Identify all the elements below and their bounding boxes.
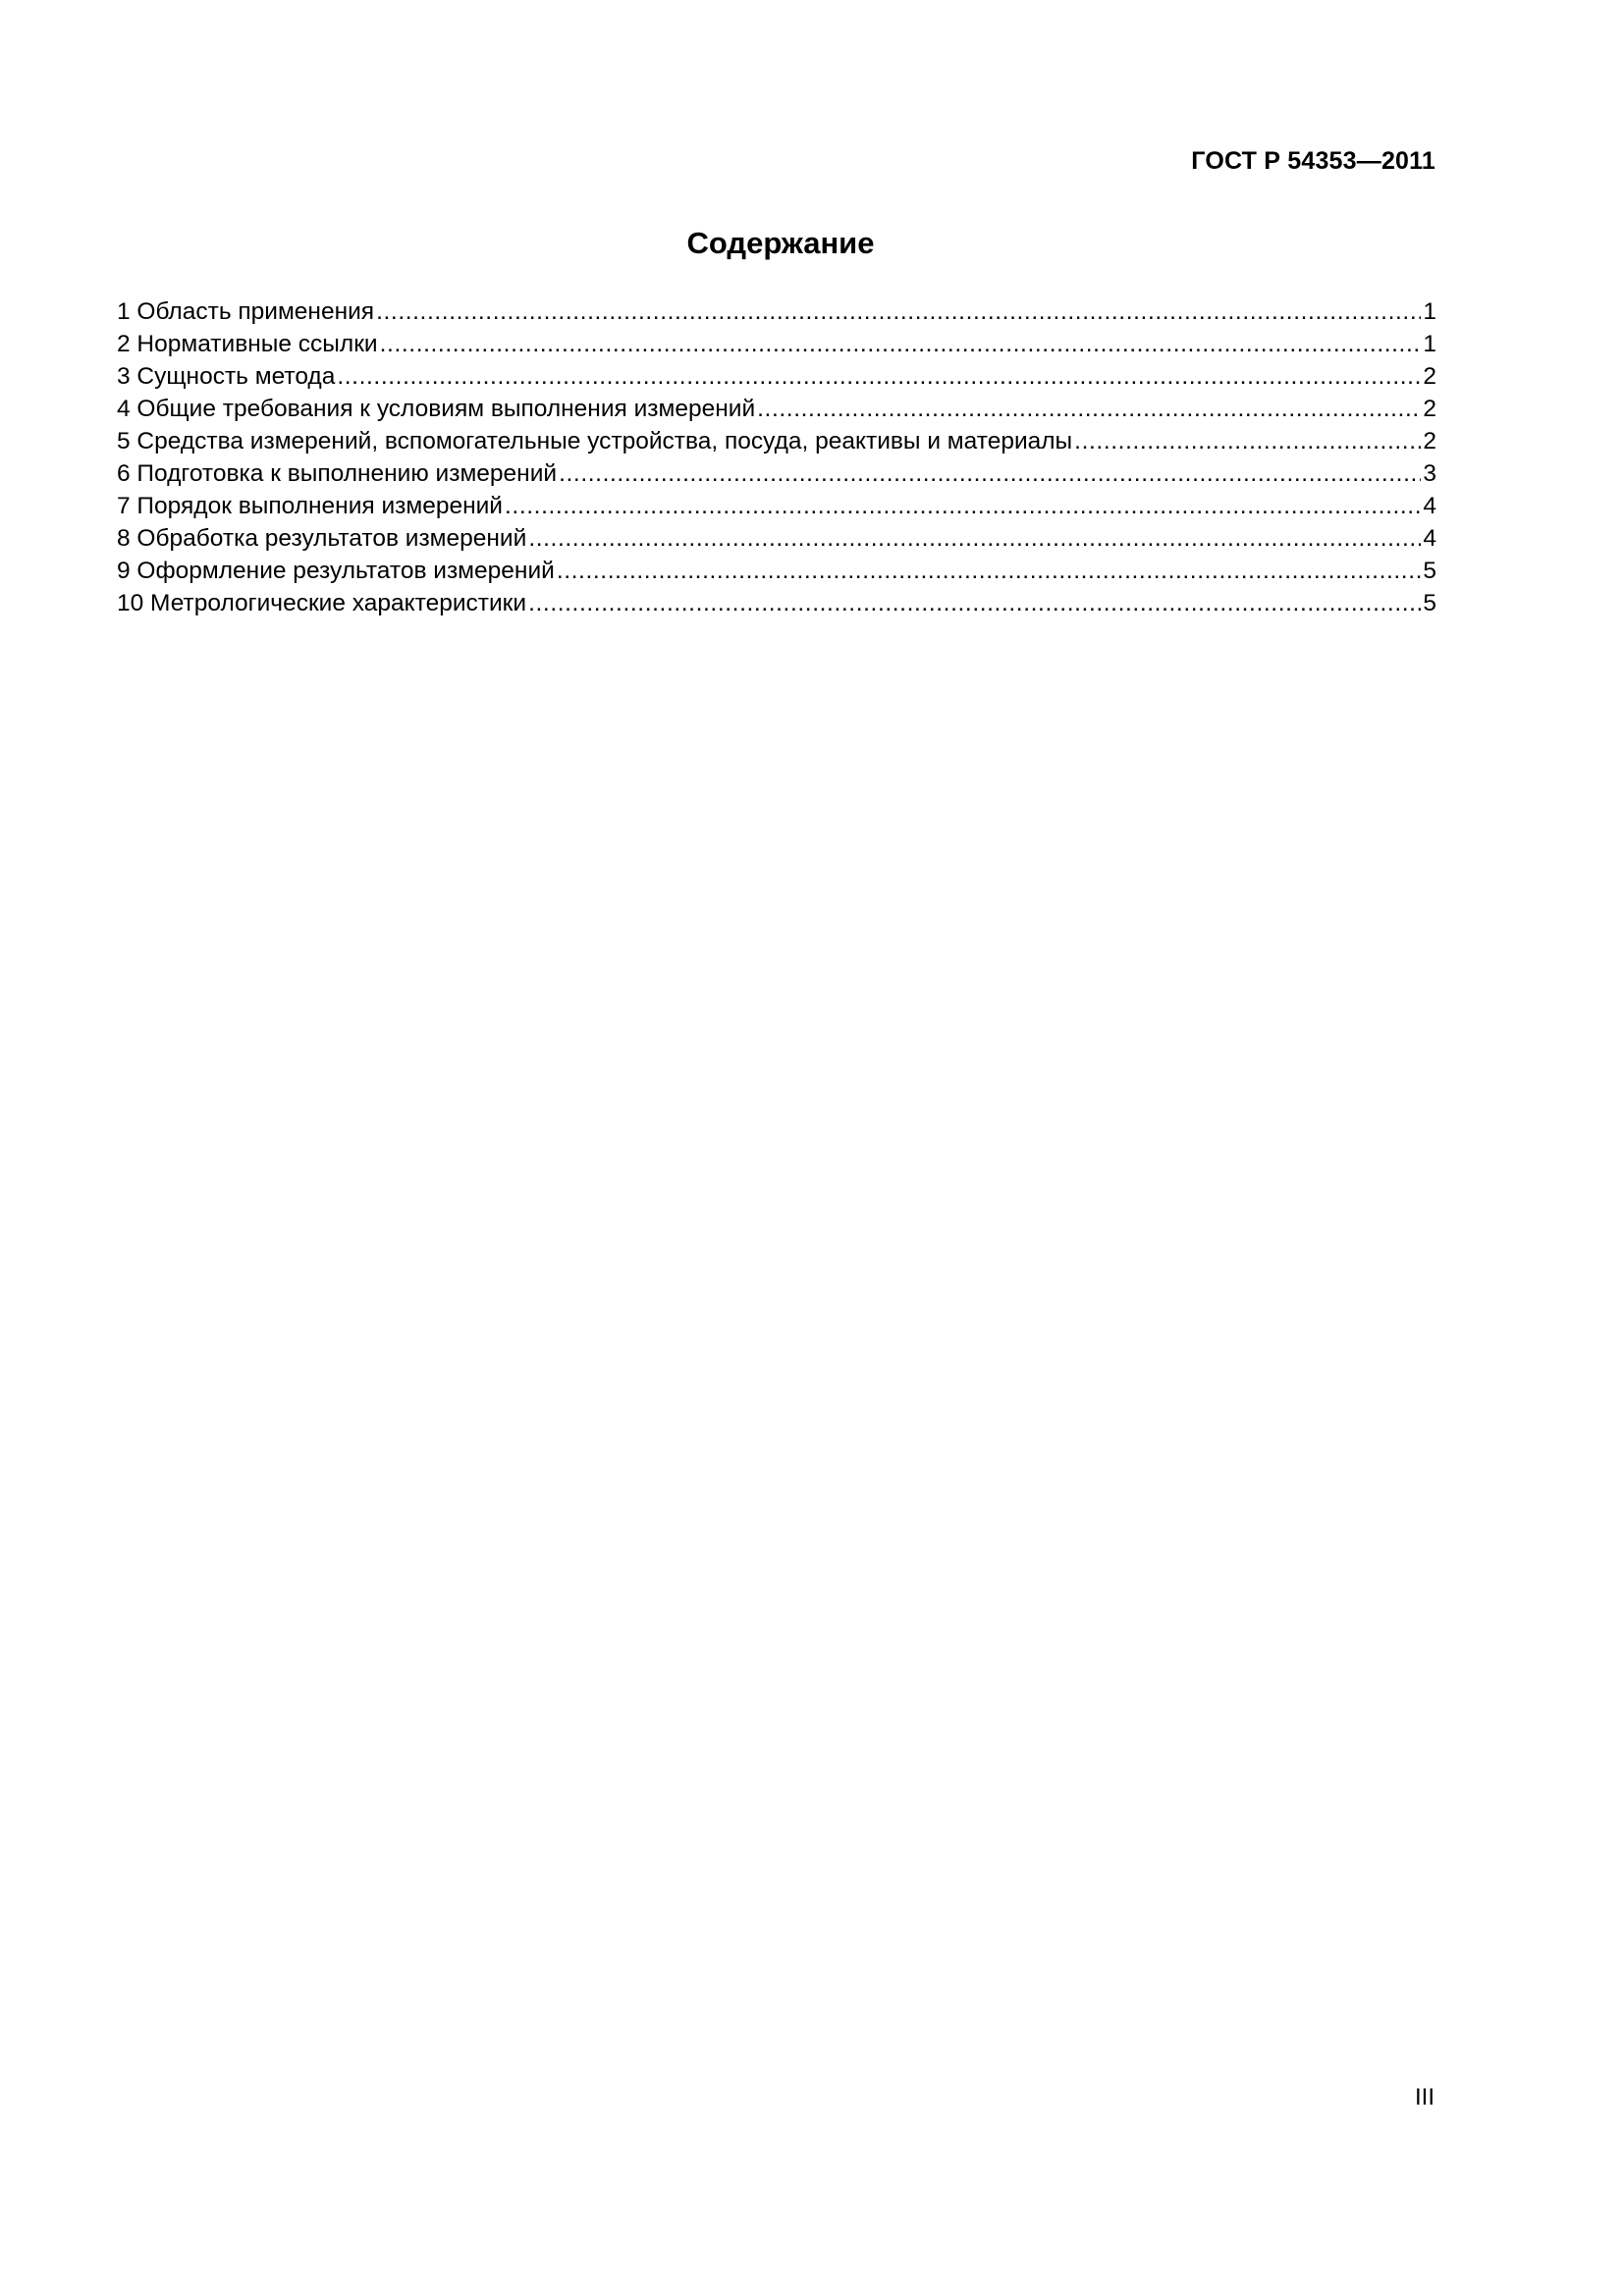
toc-entry-page: 2: [1423, 363, 1436, 390]
toc-entry-label: 4 Общие требования к условиям выполнения измерений: [117, 396, 756, 422]
toc-entry-page: 1: [1423, 298, 1436, 325]
toc-entry-page: 5: [1423, 558, 1436, 584]
toc-entry-page: 3: [1423, 460, 1436, 487]
toc-entry-page: 2: [1423, 396, 1436, 422]
toc-entry[interactable]: [117, 425, 1436, 457]
toc-entry-label: 8 Обработка результатов измерений: [117, 525, 527, 552]
dot-leader: [337, 360, 1421, 393]
toc-entry-label: 6 Подготовка к выполнению измерений: [117, 460, 558, 487]
toc-entry[interactable]: [117, 360, 1436, 393]
toc-entry-page: 2: [1423, 428, 1436, 454]
toc-entry[interactable]: [117, 295, 1436, 328]
toc-entry-label: 1 Область применения: [117, 298, 375, 325]
toc-entry[interactable]: [117, 587, 1436, 619]
toc-entry[interactable]: [117, 490, 1436, 522]
toc-entry[interactable]: [117, 522, 1436, 555]
dot-leader: [528, 522, 1421, 555]
dot-leader: [376, 295, 1421, 328]
toc-title: Содержание: [686, 226, 875, 260]
toc-entry[interactable]: [117, 328, 1436, 360]
toc-entry[interactable]: [117, 555, 1436, 587]
toc-entry[interactable]: [117, 457, 1436, 490]
toc-entry-label: 2 Нормативные ссылки: [117, 331, 378, 357]
table-of-contents: [117, 295, 1436, 619]
dot-leader: [757, 393, 1421, 425]
toc-entry-page: 4: [1423, 493, 1436, 519]
dot-leader: [505, 490, 1421, 522]
page-number: III: [1414, 2084, 1435, 2110]
dot-leader: [1074, 425, 1421, 457]
dot-leader: [528, 587, 1421, 619]
toc-entry-page: 5: [1423, 590, 1436, 616]
toc-entry-label: 9 Оформление результатов измерений: [117, 558, 555, 584]
toc-entry-label: 3 Сущность метода: [117, 363, 336, 390]
dot-leader: [380, 328, 1422, 360]
toc-entry[interactable]: [117, 393, 1436, 425]
toc-entry-label: 7 Порядок выполнения измерений: [117, 493, 503, 519]
toc-entry-label: 10 Метрологические характеристики: [117, 590, 527, 616]
toc-entry-label: 5 Средства измерений, вспомогательные устройства, посуда, реактивы и материалы: [117, 428, 1073, 454]
document-code: ГОСТ Р 54353—2011: [1191, 147, 1435, 175]
dot-leader: [557, 555, 1422, 587]
toc-entry-page: 1: [1423, 331, 1436, 357]
dot-leader: [559, 457, 1421, 490]
toc-entry-page: 4: [1423, 525, 1436, 552]
